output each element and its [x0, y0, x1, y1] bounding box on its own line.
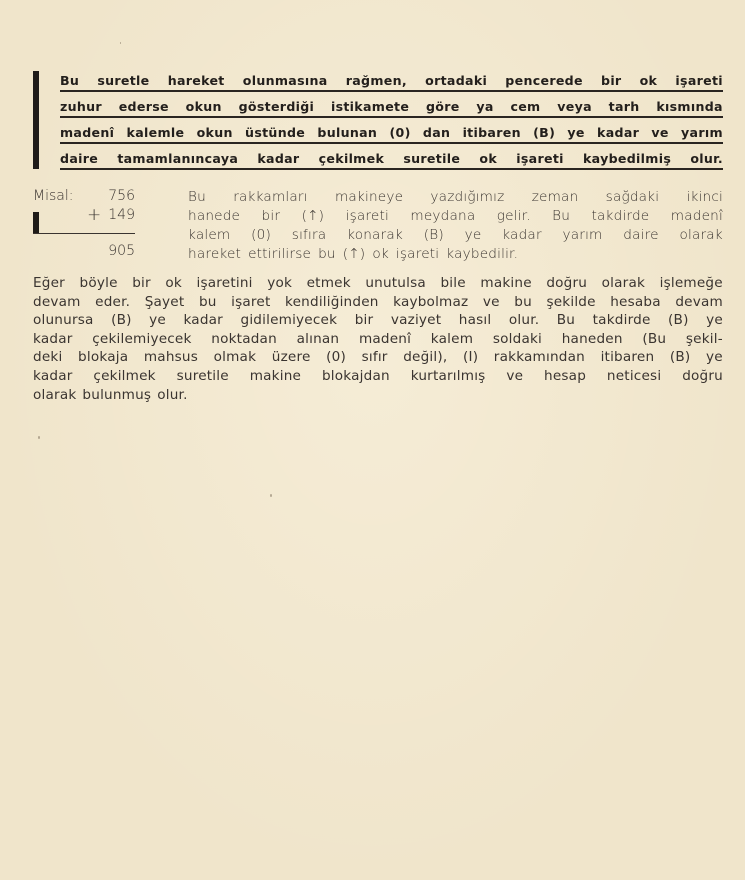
word: kadar — [33, 367, 73, 384]
word: istikamete — [330, 99, 410, 114]
word: suretile — [403, 151, 461, 166]
paragraph-line — [33, 348, 723, 367]
word: bir — [132, 275, 151, 291]
word: bir — [261, 208, 281, 224]
word: (B) — [111, 312, 132, 329]
word: hanede — [188, 208, 241, 224]
word: (0) — [326, 349, 346, 366]
word: işaret — [231, 293, 271, 310]
word: soldaki — [492, 330, 543, 347]
example-label: Misal: — [33, 188, 74, 204]
word: makine — [480, 275, 532, 291]
paragraph-line — [33, 293, 723, 312]
word: ortadaki — [425, 73, 488, 88]
word: vaziyet — [390, 312, 442, 329]
word: takdirde — [591, 208, 650, 224]
word: (0) — [389, 125, 411, 140]
word: dan — [422, 125, 451, 140]
word: bulunmuş — [82, 386, 152, 403]
word: deki — [33, 349, 63, 366]
word: eder. — [95, 293, 131, 310]
example-line — [188, 207, 723, 226]
word: yarım — [562, 227, 603, 243]
word: gösterdiği — [238, 99, 315, 114]
word: değil), — [403, 349, 448, 366]
word: sıfıra — [291, 227, 327, 243]
example-line — [188, 188, 723, 207]
paper-speck — [270, 494, 272, 497]
word: gelir. — [496, 208, 531, 224]
word: ettirilirse — [248, 246, 312, 262]
word: ikinci — [686, 189, 723, 205]
word: mahsus — [143, 349, 199, 366]
word: ye — [706, 349, 723, 366]
word: kadar — [257, 151, 300, 166]
warning-bar — [33, 71, 39, 169]
word: (0) — [251, 227, 271, 243]
word: madenî — [670, 208, 723, 224]
word: itibaren — [462, 125, 521, 140]
word: meydana — [410, 208, 476, 224]
word: alınan — [296, 330, 340, 347]
word: kalem — [430, 330, 474, 347]
word: kaybolmaz — [393, 293, 469, 310]
warning-line — [60, 66, 723, 92]
word: bile — [440, 275, 466, 291]
word: (↑) — [301, 208, 325, 224]
word: (↑) — [342, 246, 366, 262]
word: ok — [639, 73, 658, 88]
word: ye — [464, 227, 482, 243]
word: daire — [60, 151, 99, 166]
word: kendiliğinden — [285, 293, 379, 310]
word: hasıl — [458, 312, 492, 329]
example-section — [33, 188, 723, 268]
word: takdirde — [592, 312, 651, 329]
word: yarım — [681, 125, 723, 140]
word: olur. — [508, 312, 540, 329]
word: olarak — [679, 227, 723, 243]
word: çekilemiyecek — [92, 330, 192, 347]
word: Şayet — [144, 293, 185, 310]
word: olarak — [33, 386, 77, 403]
word: hesaba — [610, 293, 661, 310]
word: hareket — [167, 73, 225, 88]
example-calculation — [33, 188, 135, 268]
word: üstünde — [245, 125, 306, 140]
word: kaybedilmiş — [582, 151, 672, 166]
word: madenî — [358, 330, 412, 347]
word: kadar — [597, 125, 640, 140]
word: şekilde — [546, 293, 596, 310]
word: işareti — [675, 73, 723, 88]
word: kadar — [502, 227, 542, 243]
word: olarak — [601, 275, 646, 291]
word: kısmında — [656, 99, 723, 114]
word: zuhur — [60, 99, 102, 114]
word: haneden — [561, 330, 623, 347]
word: blokaja — [78, 349, 129, 366]
word: çekilmek — [318, 151, 385, 166]
word: göre — [425, 99, 460, 114]
word: doğru — [682, 367, 723, 384]
word: (B) — [533, 125, 556, 140]
word: ye — [149, 312, 166, 329]
word: (Bu — [642, 330, 667, 347]
word: ok — [165, 275, 182, 291]
word: ve — [482, 293, 500, 310]
word: işaretini — [196, 275, 253, 291]
paper-speck — [38, 436, 40, 439]
word: yok — [267, 275, 293, 291]
word: yazdığımız — [430, 189, 505, 205]
paragraph-line — [33, 367, 723, 386]
word: Eğer — [33, 275, 65, 291]
word: makine — [249, 367, 302, 384]
word: neticesi — [606, 367, 662, 384]
word: işareti — [395, 246, 440, 262]
word: ya — [476, 99, 494, 114]
word: ye — [706, 312, 723, 329]
word: sıfır — [361, 349, 388, 366]
word: bir — [601, 73, 622, 88]
word: konarak — [347, 227, 403, 243]
word: unutulsa — [365, 275, 426, 291]
word: şekil- — [685, 330, 723, 347]
word: hareket — [188, 246, 242, 262]
word: ve — [651, 125, 669, 140]
word: (B) — [669, 349, 691, 366]
sum-rule — [33, 233, 135, 234]
word: tamamlanıncaya — [117, 151, 239, 166]
example-number-1: 756 — [108, 188, 135, 204]
word: okun — [185, 99, 222, 114]
word: bu — [514, 293, 532, 310]
word: pencerede — [505, 73, 583, 88]
word: olur. — [157, 386, 188, 403]
word: devam — [33, 293, 81, 310]
word: kaybedilir. — [446, 246, 519, 262]
word: (B) — [423, 227, 444, 243]
paragraph-line — [33, 311, 723, 330]
word: makineye — [334, 189, 404, 205]
word: (B) — [668, 312, 689, 329]
word: Bu — [556, 312, 576, 329]
word: Bu — [188, 189, 206, 205]
word: üzere — [271, 349, 311, 366]
warning-line — [60, 92, 723, 118]
word: (I) — [462, 349, 479, 366]
warning-line — [60, 144, 723, 170]
body-paragraph — [33, 274, 723, 404]
word: madenî — [60, 125, 115, 140]
paragraph-line — [33, 274, 723, 293]
word: suretile — [176, 367, 229, 384]
word: veya — [557, 99, 592, 114]
word: ederse — [118, 99, 169, 114]
word: gidilemiyecek — [240, 312, 338, 329]
word: doğru — [546, 275, 588, 291]
example-line — [188, 226, 723, 245]
word: Bu — [60, 73, 80, 88]
word: böyle — [79, 275, 118, 291]
paper-speck — [120, 42, 121, 44]
word: noktadan — [211, 330, 277, 347]
plus-sign: + — [87, 205, 102, 225]
word: ve — [506, 367, 524, 384]
word: kadar — [33, 330, 73, 347]
word: kalem — [188, 227, 231, 243]
example-result: 905 — [108, 243, 135, 259]
word: bu — [198, 293, 217, 310]
word: kurtarılmış — [410, 367, 486, 384]
word: cem — [510, 99, 541, 114]
word: itibaren — [600, 349, 655, 366]
word: hesap — [544, 367, 587, 384]
word: bu — [318, 246, 336, 262]
word: kalemle — [126, 125, 185, 140]
word: etmek — [306, 275, 351, 291]
word: tarh — [608, 99, 640, 114]
word: blokajdan — [321, 367, 390, 384]
word: sağdaki — [605, 189, 660, 205]
word: kadar — [183, 312, 223, 329]
word: rakkamları — [233, 189, 308, 205]
example-explanation — [188, 188, 723, 264]
example-number-2: 149 — [108, 207, 135, 223]
word: bir — [354, 312, 374, 329]
word: rağmen, — [345, 73, 407, 88]
example-line — [188, 245, 723, 264]
warning-text — [60, 66, 723, 170]
word: daire — [623, 227, 659, 243]
word: çekilmek — [93, 367, 156, 384]
word: ok — [479, 151, 498, 166]
word: işlemeğe — [659, 275, 723, 291]
word: olur. — [690, 151, 723, 166]
paragraph-line — [33, 330, 723, 349]
word: ye — [567, 125, 585, 140]
word: olmak — [213, 349, 257, 366]
word: devam — [675, 293, 723, 310]
word: bulunan — [317, 125, 378, 140]
word: olunmasına — [242, 73, 328, 88]
word: suretle — [97, 73, 150, 88]
word: ok — [372, 246, 389, 262]
word: rakkamından — [493, 349, 585, 366]
paragraph-line — [33, 386, 723, 405]
word: okun — [196, 125, 233, 140]
word: işareti — [345, 208, 389, 224]
word: Bu — [552, 208, 571, 224]
word: zeman — [531, 189, 579, 205]
word: olunursa — [33, 312, 94, 329]
word: işareti — [516, 151, 564, 166]
warning-line — [60, 118, 723, 144]
